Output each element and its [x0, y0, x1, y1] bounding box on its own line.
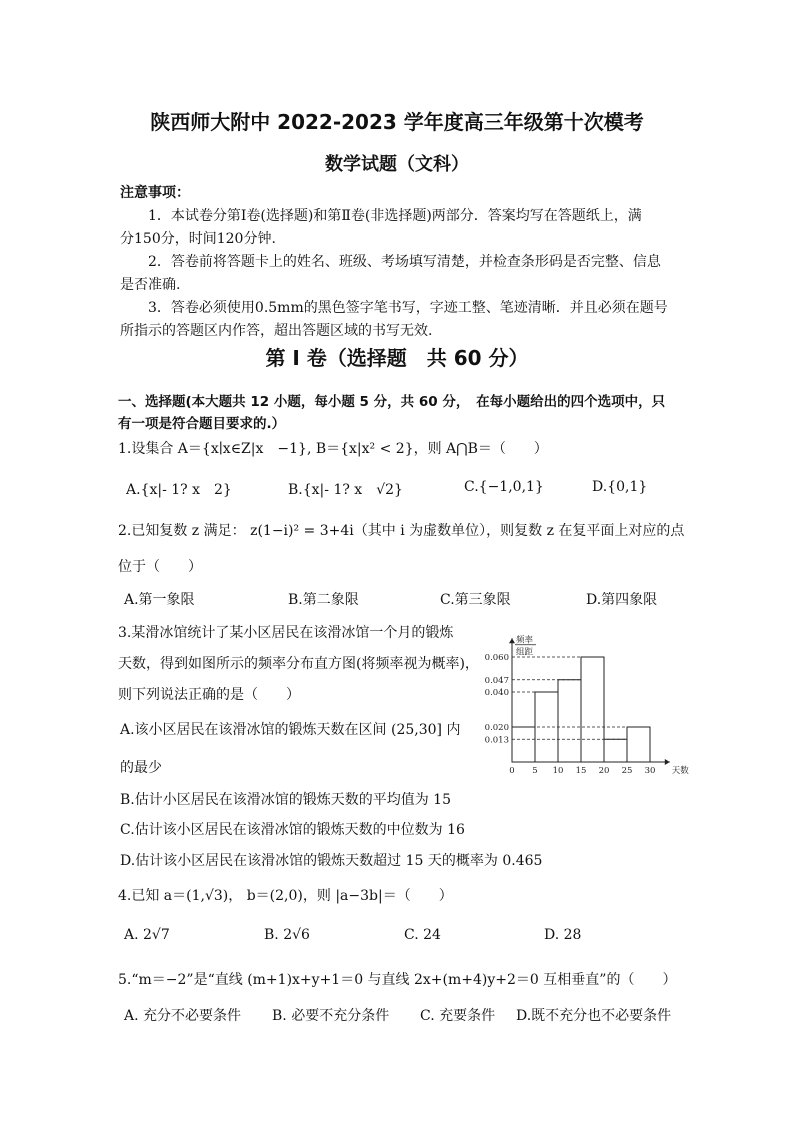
- notice-line-1a: 1．本试卷分第Ⅰ卷(选择题)和第Ⅱ卷(非选择题)两部分．答案均写在答题纸上，满: [148, 208, 642, 224]
- q2-option-d: D.第四象限: [586, 592, 658, 608]
- notice-heading: 注意事项：: [120, 185, 190, 201]
- q2-stem-2: 位于（ ）: [118, 559, 202, 575]
- q4-option-d: D. 28: [544, 927, 582, 943]
- x-tick-label: 10: [552, 766, 564, 776]
- q5-option-b: B. 必要不充分条件: [272, 1008, 390, 1024]
- x-axis-label: 天数: [671, 766, 689, 776]
- q2-option-a: A.第一象限: [124, 592, 195, 608]
- y-tick-label: 0.060: [484, 653, 509, 663]
- q4-option-c: C. 24: [404, 927, 441, 943]
- q4-option-b: B. 2√6: [264, 927, 310, 943]
- exam-subtitle: 数学试题（文科）: [325, 154, 469, 175]
- q4-option-a: A. 2√7: [124, 927, 170, 943]
- q3-option-c: C.估计该小区居民在该滑冰馆的锻炼天数的中位数为 16: [120, 822, 465, 838]
- y-tick-label: 0.040: [484, 688, 509, 698]
- q1-stem: 1.设集合 A＝{x∣x∈Z|x −1}, B＝{x|x² < 2}，则 A⋂B＝（ ）: [118, 441, 548, 457]
- q1-option-b: B.{x|- 1? x √2}: [288, 482, 403, 498]
- notice-line-2a: 2．答卷前将答题卡上的姓名、班级、考场填写清楚，并检查条形码是否完整、信息: [148, 254, 661, 270]
- x-axis-arrow: [665, 759, 670, 765]
- exam-title: 陕西师大附中 2022-2023 学年度高三年级第十次模考: [150, 110, 644, 134]
- q2-option-c: C.第三象限: [440, 592, 511, 608]
- q5-stem: 5.“m＝−2”是“直线 (m+1)x+y+1＝0 与直线 2x+(m+4)y+2＝0 互相垂直”的（ ）: [118, 972, 677, 988]
- q3-option-d: D.估计该小区居民在该滑冰馆的锻炼天数超过 15 天的概率为 0.465: [120, 853, 543, 869]
- x-tick-label: 15: [575, 766, 587, 776]
- q3-option-b: B.估计小区居民在该滑冰馆的锻炼天数的平均值为 15: [120, 792, 452, 808]
- q3-stem-1: 3.某滑冰馆统计了某小区居民在该滑冰馆一个月的锻炼: [118, 625, 454, 641]
- q5-option-d: D.既不充分也不必要条件: [516, 1008, 672, 1024]
- q2-option-b: B.第二象限: [288, 592, 359, 608]
- notice-line-3a: 3．答卷必须使用0.5mm的黑色签字笔书写，字迹工整、笔迹清晰．并且必须在题号: [148, 300, 668, 316]
- notice-line-1b: 分150分，时间120分钟.: [120, 231, 276, 247]
- histogram-bar: [581, 657, 604, 762]
- q3-option-a-line-1: A.该小区居民在该滑冰馆的锻炼天数在区间 (25,30] 内: [120, 722, 461, 738]
- q2-stem-1: 2.已知复数 z 满足： z(1−i)² = 3+4i（其中 i 为虚数单位），则复数 z 在复平面上对应的点: [118, 523, 685, 539]
- x-tick-label: 30: [644, 766, 656, 776]
- y-axis-arrow: [509, 638, 515, 643]
- y-tick-label: 0.047: [484, 675, 509, 686]
- x-tick-label: 20: [598, 766, 610, 776]
- q3-option-a-line-2: 的最少: [120, 760, 162, 776]
- y-tick-label: 0.020: [484, 723, 509, 733]
- histogram-bar: [512, 727, 535, 762]
- y-tick-label: 0.013: [484, 735, 509, 746]
- frequency-histogram: [478, 620, 689, 780]
- q1-option-a: A.{x|- 1? x 2}: [126, 482, 232, 498]
- y-axis-label-top: 频率: [516, 635, 534, 646]
- section-instruction-1: 一、选择题(本大题共 12 小题，每小题 5 分，共 60 分， 在每小题给出的四个选项中，只: [118, 394, 666, 410]
- q4-stem: 4.已知 a＝(1,√3)， b＝(2,0)，则 |a−3b|＝（ ）: [118, 888, 453, 904]
- x-tick-label: 5: [532, 766, 538, 776]
- x-tick-label: 0: [509, 766, 515, 776]
- q3-stem-2: 天数，得到如图所示的频率分布直方图(将频率视为概率)，: [118, 656, 479, 672]
- histogram-bar: [604, 739, 627, 762]
- section-title: 第 Ⅰ 卷（选择题 共 60 分）: [265, 346, 529, 370]
- q3-stem-3: 则下列说法正确的是（ ）: [118, 687, 300, 703]
- x-tick-label: 25: [621, 766, 633, 776]
- y-axis-label-bottom: 组距: [516, 647, 534, 658]
- q5-option-c: C. 充要条件: [420, 1008, 496, 1024]
- notice-line-2b: 是否准确.: [120, 277, 181, 293]
- section-instruction-2: 有一项是符合题目要求的.）: [118, 416, 286, 432]
- q1-option-d: D.{0,1}: [592, 479, 648, 495]
- histogram-bar: [627, 727, 650, 762]
- q1-option-c: C.{−1,0,1}: [464, 479, 544, 495]
- q5-option-a: A. 充分不必要条件: [124, 1008, 242, 1024]
- notice-line-3b: 所指示的答题区内作答，超出答题区域的书写无效.: [120, 323, 433, 339]
- histogram-bar: [558, 680, 581, 762]
